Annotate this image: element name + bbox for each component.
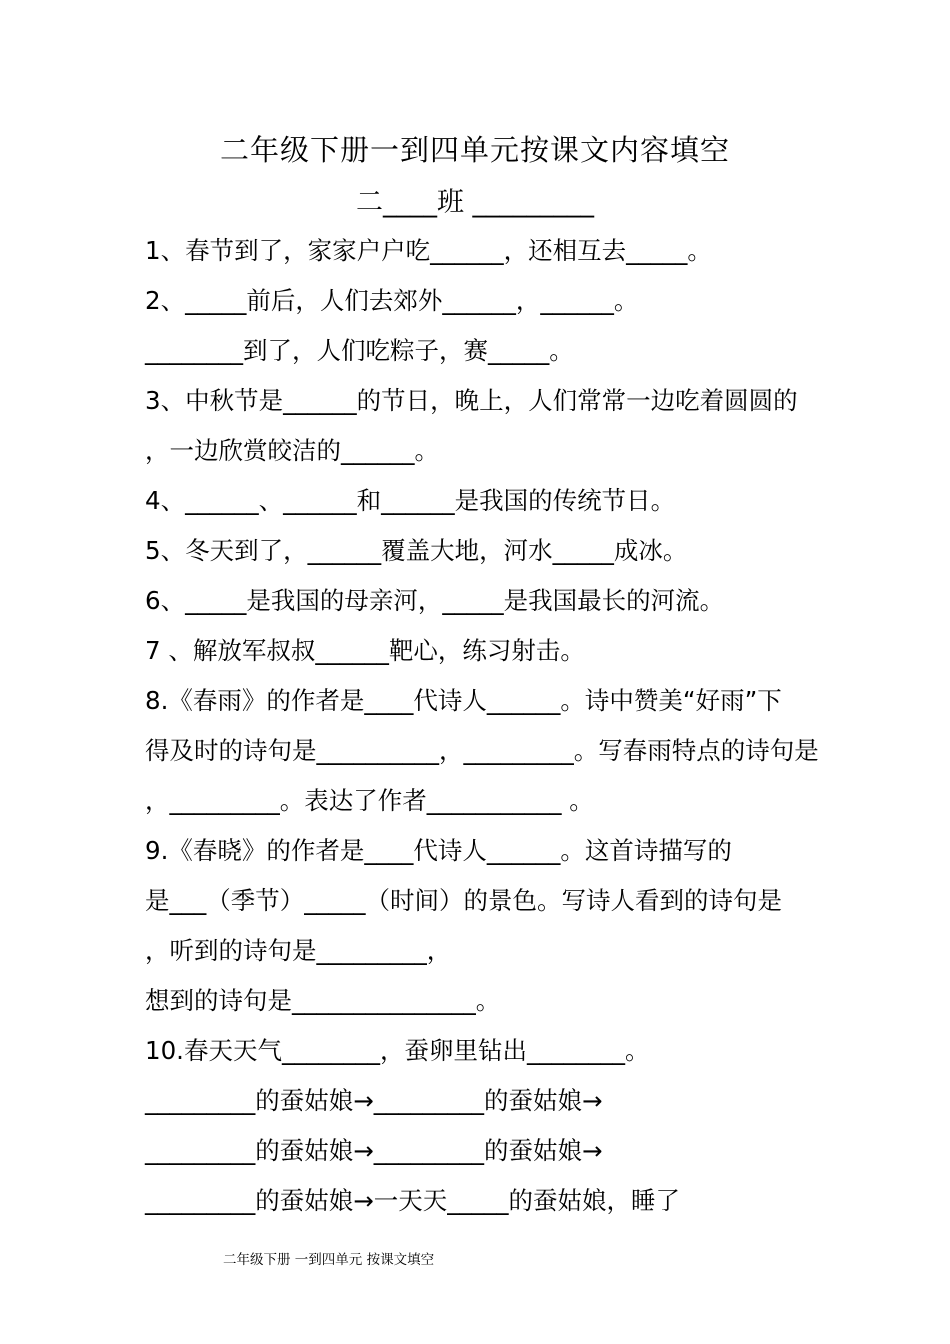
question-9-line-1: 9.《春晓》的作者是____代诗人______。这首诗描写的	[145, 836, 732, 865]
question-10-line-2: _________的蚕姑娘→_________的蚕姑娘→	[145, 1086, 603, 1115]
question-3-line-1: 3、中秋节是______的节日，晚上，人们常常一边吃着圆圆的	[145, 386, 798, 415]
question-9-line-2: 是___（季节）_____（时间）的景色。写诗人看到的诗句是	[145, 886, 782, 915]
question-4: 4、______、______和______是我国的传统节日。	[145, 486, 676, 515]
question-10-line-3: _________的蚕姑娘→_________的蚕姑娘→	[145, 1136, 603, 1165]
question-8-line-2: 得及时的诗句是__________，_________。写春雨特点的诗句是	[145, 736, 819, 765]
class-name-line: 二____班 _________	[355, 187, 595, 218]
question-1: 1、春节到了，家家户户吃______，还相互去_____。	[145, 236, 712, 265]
question-2-line-1: 2、_____前后，人们去郊外______，______。	[145, 286, 639, 315]
page-footer: 二年级下册 一到四单元 按课文填空	[223, 1252, 435, 1268]
question-6: 6、_____是我国的母亲河，_____是我国最长的河流。	[145, 586, 725, 615]
page-title: 二年级下册一到四单元按课文内容填空	[219, 133, 730, 167]
question-7: 7 、解放军叔叔______靶心，练习射击。	[145, 636, 585, 665]
question-9-line-3: ，听到的诗句是_________，	[145, 936, 452, 965]
question-9-line-4: 想到的诗句是_______________。	[145, 986, 501, 1015]
question-10-line-1: 10.春天天气________，蚕卵里钻出________。	[145, 1036, 650, 1065]
question-8-line-1: 8.《春雨》的作者是____代诗人______。诗中赞美“好雨”下	[145, 686, 782, 715]
question-2-line-2: ________到了，人们吃粽子，赛_____。	[145, 336, 574, 365]
question-10-line-4: _________的蚕姑娘→一天天_____的蚕姑娘，睡了	[145, 1186, 681, 1215]
question-3-line-2: ，一边欣赏皎洁的______。	[145, 436, 439, 465]
question-5: 5、冬天到了，______覆盖大地，河水_____成冰。	[145, 536, 688, 565]
question-8-line-3: ，_________。表达了作者___________ 。	[145, 786, 594, 815]
